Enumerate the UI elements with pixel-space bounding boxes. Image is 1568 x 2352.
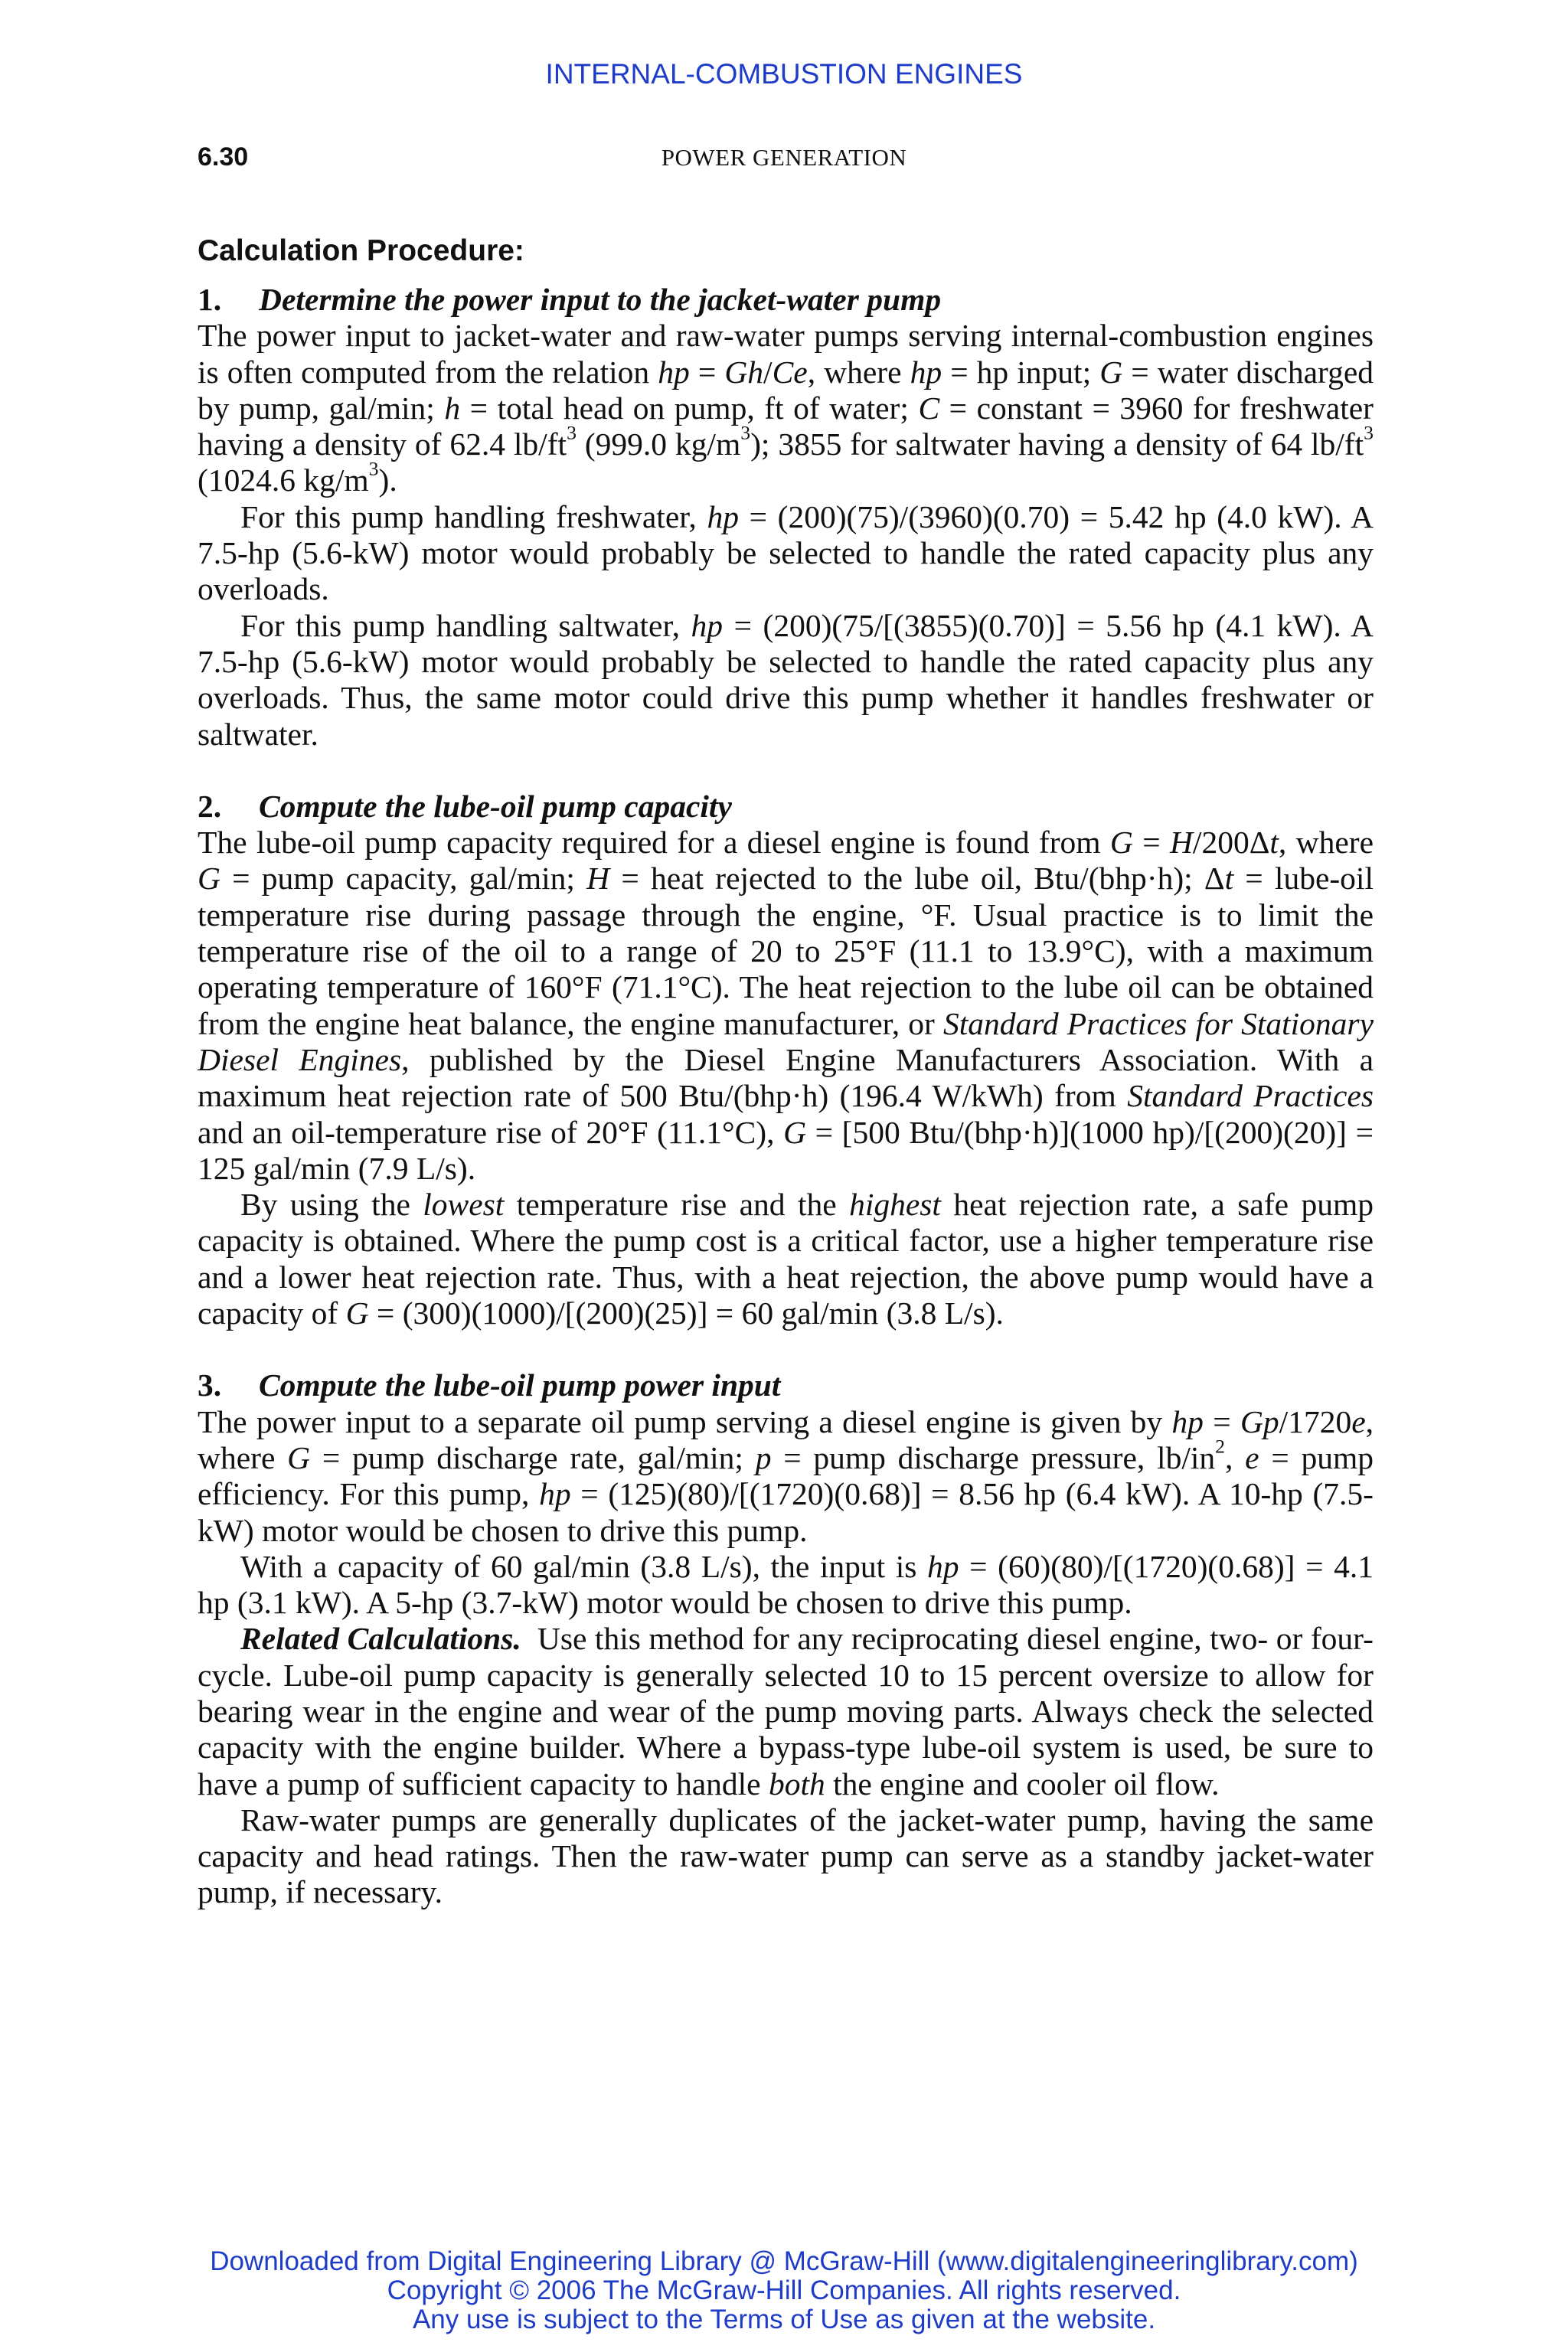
paragraph: Raw-water pumps are generally duplicates of the jacket-water pump, having the same capacity and head ratings. Then the raw-water pump can serve as a standby jacket-water pump, if necessary. (198, 1802, 1374, 1910)
procedure-heading: Calculation Procedure: (198, 234, 524, 267)
download-notice (0, 2247, 1568, 2334)
running-head: POWER GENERATION (661, 144, 907, 171)
paragraph: With a capacity of 60 gal/min (3.8 L/s), the input is hp = (60)(80)/[(1720)(0.68)] = 4.1 hp (3.1 kW). A 5-hp (3.7-kW) motor would be chosen to drive this pump. (198, 1548, 1374, 1621)
page-number: 6.30 (198, 142, 249, 172)
step-number: 3. (198, 1367, 222, 1403)
paragraph: For this pump handling freshwater, hp = (200)(75)/(3960)(0.70) = 5.42 hp (4.0 kW). A 7.5-hp (5.6-kW) motor would probably be selected to handle the rated capacity plus any overloads. (198, 498, 1374, 607)
download-notice-line[interactable]: Downloaded from Digital Engineering Library @ McGraw-Hill (www.digitalengineeringlibrary.com) (210, 2246, 1358, 2276)
book-banner: INTERNAL-COMBUSTION ENGINES (545, 58, 1023, 90)
step-title: Determine the power input to the jacket-water pump (259, 282, 942, 317)
step-2-heading (198, 789, 1374, 825)
paragraph: The lube-oil pump capacity required for a diesel engine is found from G = H/200Δt, where G = pump capacity, gal/min; H = heat rejected to the lube oil, Btu/(bhp·h); Δt = lube-oil temperature rise during passage through the engine, °F. Usual practice is to limit the temperature rise of the oil to a range of 20 to 25°F (11.1 to 13.9°C), with a maximum operating temperature of 160°F (71.1°C). The heat rejection to the lube oil can be obtained from the engine heat balance, the engine manufacturer, or Standard Practices for Stationary Diesel Engines, published by the Diesel Engine Manufacturers Association. With a maximum heat rejection rate of 500 Btu/(bhp·h) (196.4 W/kWh) from Standard Practices and an oil-temperature rise of 20°F (11.1°C), G = [500 Btu/(bhp·h)](1000 hp)/[(200)(20)] = 125 gal/min (7.9 L/s). (198, 825, 1374, 1186)
paragraph: By using the lowest temperature rise and the highest heat rejection rate, a safe pump capacity is obtained. Where the pump cost is a critical factor, use a higher temperature rise and a lower heat rejection rate. Thus, with a heat rejection, the above pump would have a capacity of G = (300)(1000)/[(200)(25)] = 60 gal/min (3.8 L/s). (198, 1187, 1374, 1331)
step-number: 2. (198, 788, 222, 824)
step-3-heading (198, 1367, 1374, 1403)
step-title: Compute the lube-oil pump capacity (259, 788, 732, 824)
paragraph: For this pump handling saltwater, hp = (200)(75/[(3855)(0.70)] = 5.56 hp (4.1 kW). A 7.5-hp (5.6-kW) motor would probably be selected to handle the rated capacity plus any overloads. Thus, the same motor could drive this pump whether it handles freshwater or saltwater. (198, 607, 1374, 752)
copyright-line: Copyright © 2006 The McGraw-Hill Companies. All rights reserved. (387, 2275, 1181, 2305)
related-calculations-paragraph: Related Calculations. Use this method for any reciprocating diesel engine, two- or four-cycle. Lube-oil pump capacity is generally selected 10 to 15 percent oversize to allow for bearing wear in the engine and wear of the pump moving parts. Always check the selected capacity with the engine builder. Where a bypass-type lube-oil system is used, be sure to have a pump of sufficient capacity to handle both the engine and cooler oil flow. (198, 1621, 1374, 1802)
step-number: 1. (198, 282, 222, 317)
step-1-heading (198, 282, 1374, 318)
section-gap (198, 753, 1374, 789)
page-body (198, 228, 1374, 1911)
terms-line: Any use is subject to the Terms of Use as given at the website. (412, 2305, 1156, 2334)
section-gap (198, 1331, 1374, 1367)
paragraph: The power input to a separate oil pump serving a diesel engine is given by hp = Gp/1720e, where G = pump discharge rate, gal/min; p = pump discharge pressure, $lb/in^2$, e = pump efficiency. For this pump, hp = (125)(80)/[(1720)(0.68)] = 8.56 hp (6.4 kW). A 10-hp (7.5-kW) motor would be chosen to drive this pump. (198, 1403, 1374, 1548)
paragraph: The power input to jacket-water and raw-water pumps serving internal-combustion engines is often computed from the relation hp = Gh/Ce, where hp = hp input; G = water discharged by pump, gal/min; h = total head on pump, ft of water; C = constant = 3960 for freshwater having a density of 62.4 $lb/ft^3$ (999.0 $kg/m^3$); 3855 for saltwater having a density of 64 $lb/ft^3$ (1024.6 $kg/m^3$). (198, 318, 1374, 498)
step-title: Compute the lube-oil pump power input (259, 1367, 781, 1403)
